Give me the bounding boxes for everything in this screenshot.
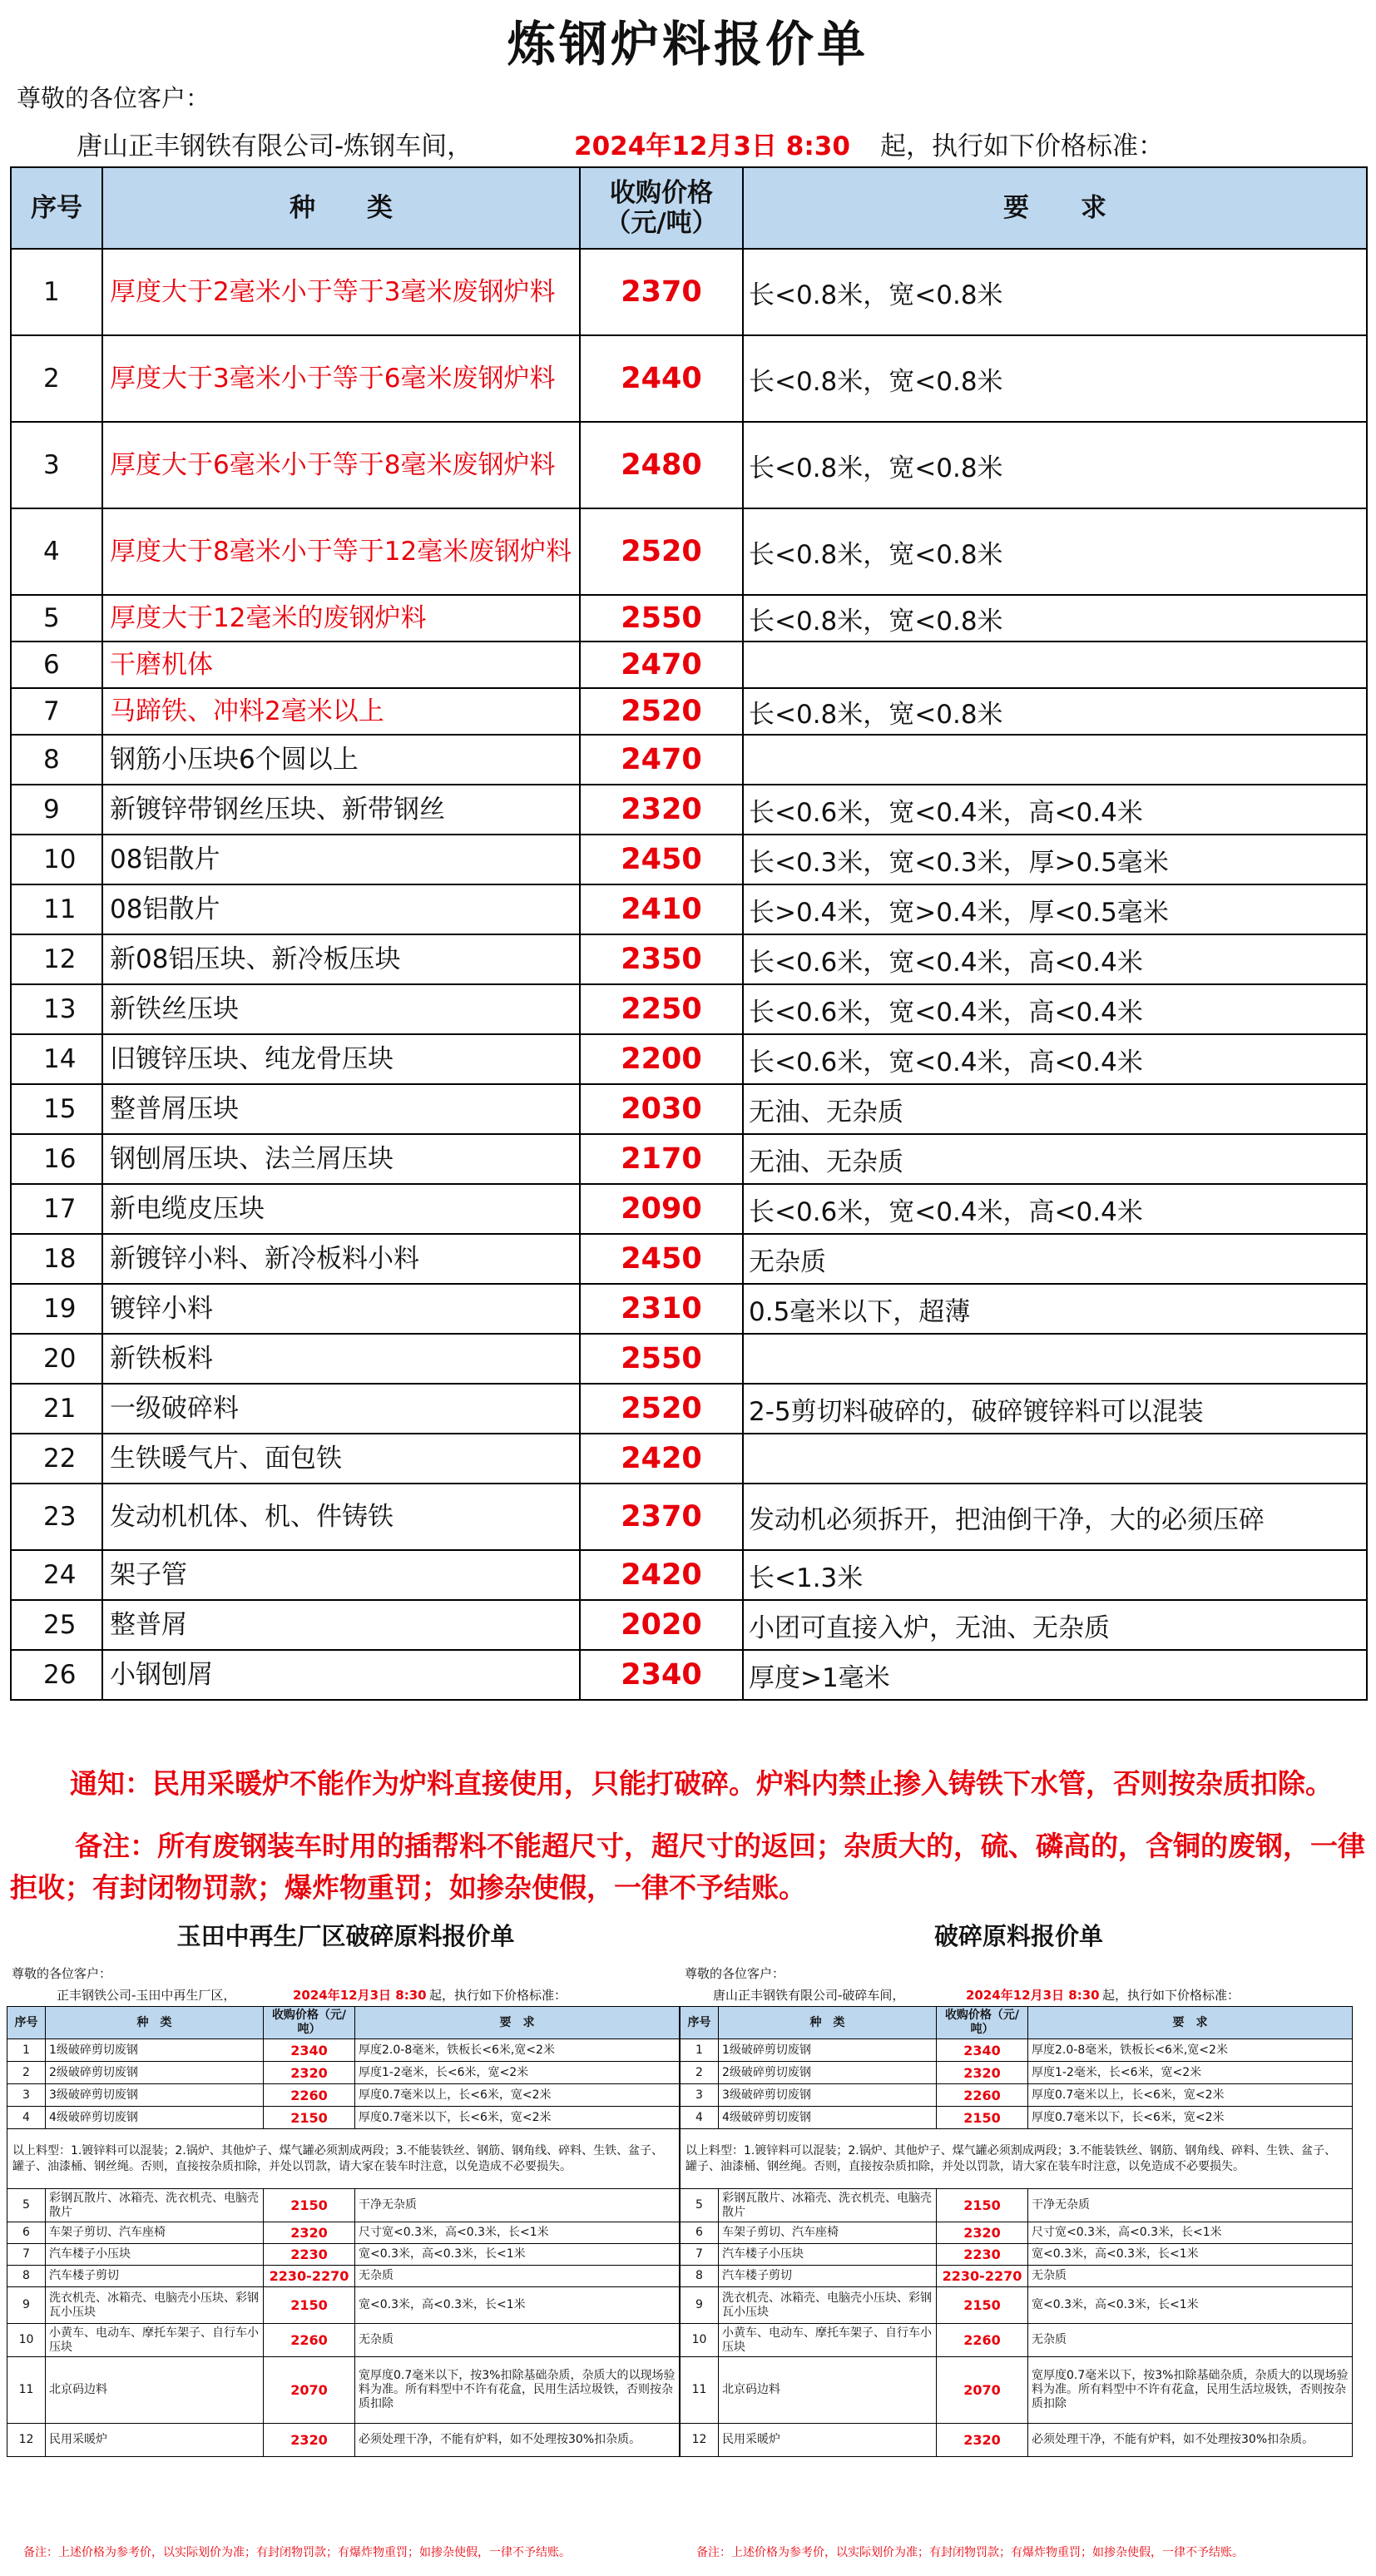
- sub-cell-name: 车架子剪切、汽车座椅: [719, 2222, 937, 2244]
- sub-cell-no: 9: [681, 2287, 719, 2324]
- sub-header-req: 要 求: [1028, 2007, 1353, 2039]
- sub-cell-no: 12: [7, 2424, 46, 2457]
- row-price: 2420: [580, 1550, 743, 1600]
- sub-cell-req: 厚度0.7毫米以上，长<6米，宽<2米: [355, 2084, 680, 2107]
- sub-cell-no: 12: [681, 2424, 719, 2457]
- row-price: 2470: [580, 735, 743, 785]
- sub-cell-no: 4: [681, 2107, 719, 2129]
- effective-suffix: 起，执行如下价格标准：: [880, 131, 1164, 161]
- table-row: [11, 1384, 1367, 1434]
- sub-header-row: [681, 2007, 1353, 2039]
- sub-cell-name: 洗衣机壳、冰箱壳、电脑壳小压块、彩钢瓦小压块: [719, 2287, 937, 2324]
- sub-cell-price: 2320: [937, 2062, 1028, 2084]
- sub-cell-price: 2070: [264, 2357, 355, 2424]
- sub-cell-no: 8: [7, 2266, 46, 2287]
- sub-cell-name: 2级破碎剪切废钢: [719, 2062, 937, 2084]
- row-type: 镀锌小料: [102, 1284, 580, 1334]
- sub-left-suffix: 起，执行如下价格标准：: [429, 1988, 567, 2003]
- sub-cell-price: 2230: [937, 2244, 1028, 2266]
- sub-cell-price: 2230-2270: [264, 2266, 355, 2287]
- row-type: 08铝散片: [102, 835, 580, 884]
- row-number: 15: [11, 1084, 102, 1134]
- company-name: 唐山正丰钢铁有限公司-炼钢车间，: [77, 131, 473, 161]
- row-requirement: 无杂质: [743, 1234, 1367, 1284]
- sub-header-no: 序号: [681, 2007, 719, 2039]
- row-requirement: 发动机必须拆开，把油倒干净，大的必须压碎: [743, 1484, 1367, 1550]
- sub-cell-no: 3: [681, 2084, 719, 2107]
- row-price: 2200: [580, 1034, 743, 1084]
- row-number: 14: [11, 1034, 102, 1084]
- row-price: 2520: [580, 688, 743, 735]
- sub-cell-req: 厚度1-2毫米，长<6米，宽<2米: [1028, 2062, 1353, 2084]
- row-price: 2250: [580, 984, 743, 1034]
- sub-sheet-left: [7, 1910, 685, 2567]
- sub-cell-req: 必须处理干净，不能有炉料，如不处理按30%扣杂质。: [1028, 2424, 1353, 2457]
- sub-cell-no: 8: [681, 2266, 719, 2287]
- sub-cell-price: 2150: [937, 2189, 1028, 2222]
- sub-cell-no: 11: [681, 2357, 719, 2424]
- table-row: [11, 335, 1367, 422]
- sub-cell-name: 3级破碎剪切废钢: [46, 2084, 264, 2107]
- table-row: [11, 508, 1367, 595]
- row-requirement: 长<0.6米，宽<0.4米，高<0.4米: [743, 1184, 1367, 1234]
- row-price: 2420: [580, 1434, 743, 1484]
- table-row: [11, 642, 1367, 688]
- row-price: 2090: [580, 1184, 743, 1234]
- sub-cell-price: 2320: [264, 2222, 355, 2244]
- row-type: 新镀锌小料、新冷板料小料: [102, 1234, 580, 1284]
- row-price: 2550: [580, 1334, 743, 1384]
- sub-cell-no: 11: [7, 2357, 46, 2424]
- sub-header-type: 种 类: [719, 2007, 937, 2039]
- row-requirement: 长<0.6米，宽<0.4米，高<0.4米: [743, 1034, 1367, 1084]
- row-number: 24: [11, 1550, 102, 1600]
- sub-table-row: [681, 2222, 1353, 2244]
- header-req: 要 求: [743, 167, 1367, 249]
- row-number: 3: [11, 422, 102, 508]
- row-type: 新电缆皮压块: [102, 1184, 580, 1234]
- sub-cell-no: 10: [681, 2324, 719, 2357]
- sub-table-row: [7, 2039, 680, 2062]
- header-type: 种 类: [102, 167, 580, 249]
- row-number: 11: [11, 884, 102, 934]
- row-type: 旧镀锌压块、纯龙骨压块: [102, 1034, 580, 1084]
- row-type: 厚度大于12毫米的废钢炉料: [102, 595, 580, 642]
- row-type: 钢刨屑压块、法兰屑压块: [102, 1134, 580, 1184]
- sub-cell-price: 2230: [264, 2244, 355, 2266]
- sub-cell-name: 小黄车、电动车、摩托车架子、自行车小压块: [46, 2324, 264, 2357]
- sub-cell-no: 6: [7, 2222, 46, 2244]
- sub-sheet-right: [680, 1910, 1358, 2567]
- sub-table-row: [681, 2357, 1353, 2424]
- row-number: 5: [11, 595, 102, 642]
- sub-cell-req: 厚度0.7毫米以上，长<6米，宽<2米: [1028, 2084, 1353, 2107]
- sub-table-row: [681, 2266, 1353, 2287]
- row-price: 2170: [580, 1134, 743, 1184]
- table-row: [11, 1484, 1367, 1550]
- row-number: 1: [11, 249, 102, 335]
- sub-right-remark: 备注：上述价格为参考价，以实际划价为准；有封闭物罚款；有爆炸物重罚；如掺杂使假，一律不予结账。: [696, 2546, 1244, 2559]
- row-number: 23: [11, 1484, 102, 1550]
- sub-cell-no: 7: [7, 2244, 46, 2266]
- table-row: [11, 1134, 1367, 1184]
- row-requirement: [743, 1334, 1367, 1384]
- greeting: 尊敬的各位客户：: [17, 84, 210, 112]
- sub-cell-price: 2320: [264, 2424, 355, 2457]
- row-number: 21: [11, 1384, 102, 1434]
- row-price: 2370: [580, 249, 743, 335]
- sub-cell-price: 2260: [264, 2324, 355, 2357]
- sub-left-date: 2024年12月3日 8:30: [293, 1988, 427, 2003]
- sub-cell-req: 厚度0.7毫米以下，长<6米，宽<2米: [1028, 2107, 1353, 2129]
- row-number: 9: [11, 785, 102, 835]
- sub-cell-no: 4: [7, 2107, 46, 2129]
- sub-table-row: [7, 2244, 680, 2266]
- table-row: [11, 835, 1367, 884]
- sub-note-row: [681, 2129, 1353, 2189]
- table-header-row: [11, 167, 1367, 249]
- row-number: 13: [11, 984, 102, 1034]
- sub-cell-name: 小黄车、电动车、摩托车架子、自行车小压块: [719, 2324, 937, 2357]
- sub-cell-name: 汽车楼子剪切: [46, 2266, 264, 2287]
- sub-cell-no: 1: [7, 2039, 46, 2062]
- sub-cell-name: 车架子剪切、汽车座椅: [46, 2222, 264, 2244]
- sub-table-row: [7, 2062, 680, 2084]
- row-type: 发动机机体、机、件铸铁: [102, 1484, 580, 1550]
- sub-cell-name: 民用采暖炉: [719, 2424, 937, 2457]
- table-row: [11, 785, 1367, 835]
- sub-cell-name: 4级破碎剪切废钢: [719, 2107, 937, 2129]
- row-requirement: 长<0.8米，宽<0.8米: [743, 688, 1367, 735]
- sub-cell-req: 厚度0.7毫米以下，长<6米，宽<2米: [355, 2107, 680, 2129]
- row-requirement: 长<0.8米，宽<0.8米: [743, 249, 1367, 335]
- sub-header-type: 种 类: [46, 2007, 264, 2039]
- sub-header-price: 收购价格（元/吨）: [937, 2007, 1028, 2039]
- table-row: [11, 1084, 1367, 1134]
- sub-cell-name: 洗衣机壳、冰箱壳、电脑壳小压块、彩钢瓦小压块: [46, 2287, 264, 2324]
- sub-table-row: [681, 2062, 1353, 2084]
- table-row: [11, 1434, 1367, 1484]
- sub-cell-price: 2320: [264, 2062, 355, 2084]
- sub-table-row: [7, 2324, 680, 2357]
- sub-table-row: [7, 2222, 680, 2244]
- sub-cell-no: 7: [681, 2244, 719, 2266]
- sub-cell-req: 必须处理干净，不能有炉料，如不处理按30%扣杂质。: [355, 2424, 680, 2457]
- sub-header-row: [7, 2007, 680, 2039]
- table-row: [11, 688, 1367, 735]
- sub-cell-price: 2150: [264, 2107, 355, 2129]
- sub-cell-no: 5: [7, 2189, 46, 2222]
- table-row: [11, 1600, 1367, 1650]
- table-row: [11, 884, 1367, 934]
- row-price: 2520: [580, 508, 743, 595]
- table-row: [11, 595, 1367, 642]
- sub-cell-req: 宽<0.3米，高<0.3米，长<1米: [1028, 2244, 1353, 2266]
- sub-header-no: 序号: [7, 2007, 46, 2039]
- row-requirement: 长<0.6米，宽<0.4米，高<0.4米: [743, 785, 1367, 835]
- page-title: 炼钢炉料报价单: [507, 16, 869, 72]
- row-requirement: 长<0.6米，宽<0.4米，高<0.4米: [743, 934, 1367, 984]
- row-requirement: 小团可直接入炉，无油、无杂质: [743, 1600, 1367, 1650]
- sub-table-row: [681, 2189, 1353, 2222]
- row-price: 2350: [580, 934, 743, 984]
- sub-cell-req: 无杂质: [355, 2324, 680, 2357]
- sub-cell-name: 民用采暖炉: [46, 2424, 264, 2457]
- sub-table-row: [7, 2266, 680, 2287]
- sub-cell-no: 1: [681, 2039, 719, 2062]
- row-requirement: [743, 642, 1367, 688]
- sub-cell-no: 5: [681, 2189, 719, 2222]
- sub-cell-price: 2320: [937, 2222, 1028, 2244]
- sub-cell-price: 2230-2270: [937, 2266, 1028, 2287]
- row-type: 架子管: [102, 1550, 580, 1600]
- sub-cell-name: 彩钢瓦散片、冰箱壳、洗衣机壳、电脑壳散片: [719, 2189, 937, 2222]
- sub-header-price: 收购价格（元/吨）: [264, 2007, 355, 2039]
- sub-cell-req: 无杂质: [355, 2266, 680, 2287]
- row-number: 19: [11, 1284, 102, 1334]
- table-row: [11, 984, 1367, 1034]
- sub-cell-price: 2340: [264, 2039, 355, 2062]
- sub-cell-req: 干净无杂质: [1028, 2189, 1353, 2222]
- row-requirement: 长<1.3米: [743, 1550, 1367, 1600]
- sub-cell-no: 10: [7, 2324, 46, 2357]
- sub-cell-price: 2150: [937, 2287, 1028, 2324]
- sub-table-row: [681, 2039, 1353, 2062]
- row-requirement: [743, 735, 1367, 785]
- sub-cell-req: 厚度2.0-8毫米，铁板长<6米,宽<2米: [355, 2039, 680, 2062]
- table-row: [11, 249, 1367, 335]
- sub-right-table: [680, 2006, 1353, 2457]
- row-price: 2440: [580, 335, 743, 422]
- row-price: 2310: [580, 1284, 743, 1334]
- sub-cell-price: 2320: [937, 2424, 1028, 2457]
- table-row: [11, 1334, 1367, 1384]
- row-price: 2410: [580, 884, 743, 934]
- row-type: 生铁暖气片、面包铁: [102, 1434, 580, 1484]
- sub-table-row: [681, 2107, 1353, 2129]
- row-number: 22: [11, 1434, 102, 1484]
- row-type: 整普屑: [102, 1600, 580, 1650]
- sub-cell-name: 北京码边料: [719, 2357, 937, 2424]
- sub-left-remark: 备注：上述价格为参考价，以实际划价为准；有封闭物罚款；有爆炸物重罚；如掺杂使假，一律不予结账。: [23, 2546, 571, 2559]
- row-type: 08铝散片: [102, 884, 580, 934]
- table-row: [11, 1184, 1367, 1234]
- sub-cell-req: 尺寸宽<0.3米，高<0.3米，长<1米: [355, 2222, 680, 2244]
- sub-cell-name: 汽车楼子剪切: [719, 2266, 937, 2287]
- row-requirement: 无油、无杂质: [743, 1134, 1367, 1184]
- sub-right-title: 破碎原料报价单: [933, 1922, 1103, 1950]
- row-price: 2550: [580, 595, 743, 642]
- row-requirement: [743, 1434, 1367, 1484]
- sub-cell-name: 彩钢瓦散片、冰箱壳、洗衣机壳、电脑壳散片: [46, 2189, 264, 2222]
- sub-left-greeting: 尊敬的各位客户：: [12, 1966, 112, 1981]
- row-requirement: 长>0.4米，宽>0.4米，厚<0.5毫米: [743, 884, 1367, 934]
- sub-cell-name: 2级破碎剪切废钢: [46, 2062, 264, 2084]
- sub-left-table: [7, 2006, 680, 2457]
- row-type: 新铁丝压块: [102, 984, 580, 1034]
- sub-cell-price: 2150: [937, 2107, 1028, 2129]
- row-type: 厚度大于6毫米小于等于8毫米废钢炉料: [102, 422, 580, 508]
- sub-cell-req: 干净无杂质: [355, 2189, 680, 2222]
- sub-cell-req: 宽厚度0.7毫米以下，按3%扣除基础杂质，杂质大的以现场验料为准。所有料型中不许有花盒，民用生活垃圾铁，否则按杂质扣除: [1028, 2357, 1353, 2424]
- row-number: 26: [11, 1650, 102, 1700]
- row-type: 马蹄铁、冲料2毫米以上: [102, 688, 580, 735]
- row-requirement: 长<0.8米，宽<0.8米: [743, 422, 1367, 508]
- price-table-body: [11, 249, 1367, 1700]
- sub-cell-price: 2150: [264, 2189, 355, 2222]
- sub-cell-price: 2070: [937, 2357, 1028, 2424]
- sub-cell-name: 3级破碎剪切废钢: [719, 2084, 937, 2107]
- sub-cell-no: 9: [7, 2287, 46, 2324]
- row-price: 2450: [580, 835, 743, 884]
- row-price: 2030: [580, 1084, 743, 1134]
- row-price: 2020: [580, 1600, 743, 1650]
- sub-cell-name: 汽车楼子小压块: [719, 2244, 937, 2266]
- row-price: 2470: [580, 642, 743, 688]
- row-price: 2320: [580, 785, 743, 835]
- table-row: [11, 1034, 1367, 1084]
- row-requirement: 厚度>1毫米: [743, 1650, 1367, 1700]
- row-type: 一级破碎料: [102, 1384, 580, 1434]
- sub-cell-req: 厚度2.0-8毫米，铁板长<6米,宽<2米: [1028, 2039, 1353, 2062]
- sub-cell-price: 2260: [937, 2324, 1028, 2357]
- row-number: 4: [11, 508, 102, 595]
- sub-cell-req: 厚度1-2毫米，长<6米，宽<2米: [355, 2062, 680, 2084]
- sub-cell-no: 6: [681, 2222, 719, 2244]
- table-row: [11, 422, 1367, 508]
- notice-text: 通知：民用采暖炉不能作为炉料直接使用，只能打破碎。炉料内禁止掺入铸铁下水管，否则按杂质扣除。: [70, 1767, 1333, 1800]
- sub-cell-req: 宽<0.3米，高<0.3米，长<1米: [355, 2244, 680, 2266]
- table-row: [11, 1284, 1367, 1334]
- sub-right-greeting: 尊敬的各位客户：: [685, 1966, 785, 1981]
- sub-right-suffix: 起，执行如下价格标准：: [1102, 1988, 1240, 2003]
- row-requirement: 2-5剪切料破碎的，破碎镀锌料可以混装: [743, 1384, 1367, 1434]
- row-number: 25: [11, 1600, 102, 1650]
- remark-text: 备注：所有废钢装车时用的插帮料不能超尺寸，超尺寸的返回；杂质大的，硫、磷高的，含铜的废钢，一律拒收；有封闭物罚款；爆炸物重罚；如掺杂使假，一律不予结账。: [10, 1830, 1365, 1904]
- row-number: 7: [11, 688, 102, 735]
- sub-cell-name: 1级破碎剪切废钢: [719, 2039, 937, 2062]
- sub-cell-req: 宽<0.3米，高<0.3米，长<1米: [1028, 2287, 1353, 2324]
- sub-cell-price: 2260: [264, 2084, 355, 2107]
- sub-cell-price: 2260: [937, 2084, 1028, 2107]
- sub-left-company: 正丰钢铁公司-玉田中再生厂区，: [57, 1988, 236, 2003]
- sub-cell-name: 1级破碎剪切废钢: [46, 2039, 264, 2062]
- sub-cell-no: 2: [7, 2062, 46, 2084]
- sub-cell-no: 2: [681, 2062, 719, 2084]
- row-type: 新镀锌带钢丝压块、新带钢丝: [102, 785, 580, 835]
- row-number: 20: [11, 1334, 102, 1384]
- sub-header-req: 要 求: [355, 2007, 680, 2039]
- row-requirement: 长<0.8米，宽<0.8米: [743, 595, 1367, 642]
- row-type: 厚度大于3毫米小于等于6毫米废钢炉料: [102, 335, 580, 422]
- row-type: 小钢刨屑: [102, 1650, 580, 1700]
- sub-cell-name: 4级破碎剪切废钢: [46, 2107, 264, 2129]
- sub-cell-req: 无杂质: [1028, 2266, 1353, 2287]
- row-type: 新08铝压块、新冷板压块: [102, 934, 580, 984]
- sub-table-row: [7, 2287, 680, 2324]
- sub-cell-req: 宽<0.3米，高<0.3米，长<1米: [355, 2287, 680, 2324]
- row-number: 6: [11, 642, 102, 688]
- sub-table-row: [681, 2244, 1353, 2266]
- sub-table-row: [7, 2424, 680, 2457]
- sub-cell-no: 3: [7, 2084, 46, 2107]
- row-requirement: 长<0.8米，宽<0.8米: [743, 508, 1367, 595]
- sub-table-row: [681, 2324, 1353, 2357]
- table-row: [11, 1550, 1367, 1600]
- price-table: [10, 166, 1368, 1701]
- row-number: 18: [11, 1234, 102, 1284]
- row-number: 16: [11, 1134, 102, 1184]
- sub-table-row: [681, 2084, 1353, 2107]
- row-type: 钢筋小压块6个圆以上: [102, 735, 580, 785]
- table-row: [11, 735, 1367, 785]
- row-type: 干磨机体: [102, 642, 580, 688]
- row-number: 8: [11, 735, 102, 785]
- row-number: 10: [11, 835, 102, 884]
- row-number: 17: [11, 1184, 102, 1234]
- header-no: 序号: [11, 167, 102, 249]
- header-price: 收购价格（元/吨）: [580, 167, 743, 249]
- sub-table-row: [681, 2424, 1353, 2457]
- row-price: 2370: [580, 1484, 743, 1550]
- row-type: 新铁板料: [102, 1334, 580, 1384]
- row-type: 整普屑压块: [102, 1084, 580, 1134]
- sub-cell-price: 2150: [264, 2287, 355, 2324]
- row-requirement: 长<0.3米，宽<0.3米，厚>0.5毫米: [743, 835, 1367, 884]
- sub-cell-req: 尺寸宽<0.3米，高<0.3米，长<1米: [1028, 2222, 1353, 2244]
- sub-cell-price: 2340: [937, 2039, 1028, 2062]
- table-row: [11, 1650, 1367, 1700]
- row-requirement: 长<0.8米，宽<0.8米: [743, 335, 1367, 422]
- sub-note: 以上料型：1.镀锌料可以混装；2.锅炉、其他炉子、煤气罐必须割成两段；3.不能装铁丝、钢筋、钢角线、碎料、生铁、盆子、罐子、油漆桶、钢丝绳。否则，直接按杂质扣除，并处以罚款，请大家在装车时注意，以免造成不必要损失。: [681, 2129, 1353, 2189]
- row-number: 2: [11, 335, 102, 422]
- row-requirement: 0.5毫米以下，超薄: [743, 1284, 1367, 1334]
- table-row: [11, 934, 1367, 984]
- sub-cell-name: 汽车楼子小压块: [46, 2244, 264, 2266]
- sub-right-date: 2024年12月3日 8:30: [966, 1988, 1100, 2003]
- sub-cell-req: 无杂质: [1028, 2324, 1353, 2357]
- table-row: [11, 1234, 1367, 1284]
- sub-cell-req: 宽厚度0.7毫米以下，按3%扣除基础杂质，杂质大的以现场验料为准。所有料型中不许有花盒，民用生活垃圾铁，否则按杂质扣除: [355, 2357, 680, 2424]
- row-requirement: 无油、无杂质: [743, 1084, 1367, 1134]
- row-price: 2480: [580, 422, 743, 508]
- effective-date: 2024年12月3日 8:30: [574, 131, 850, 161]
- row-type: 厚度大于2毫米小于等于3毫米废钢炉料: [102, 249, 580, 335]
- sub-cell-name: 北京码边料: [46, 2357, 264, 2424]
- sub-note-row: [7, 2129, 680, 2189]
- sub-table-row: [681, 2287, 1353, 2324]
- sub-table-row: [7, 2107, 680, 2129]
- sub-left-title: 玉田中再生厂区破碎原料报价单: [176, 1922, 515, 1950]
- row-number: 12: [11, 934, 102, 984]
- row-price: 2450: [580, 1234, 743, 1284]
- sub-note: 以上料型：1.镀锌料可以混装；2.锅炉、其他炉子、煤气罐必须割成两段；3.不能装铁丝、钢筋、钢角线、碎料、生铁、盆子、罐子、油漆桶、钢丝绳。否则，直接按杂质扣除，并处以罚款，请大家在装车时注意，以免造成不必要损失。: [7, 2129, 680, 2189]
- row-price: 2520: [580, 1384, 743, 1434]
- row-price: 2340: [580, 1650, 743, 1700]
- row-type: 厚度大于8毫米小于等于12毫米废钢炉料: [102, 508, 580, 595]
- sub-right-company: 唐山正丰钢铁有限公司-破碎车间，: [713, 1988, 905, 2003]
- row-requirement: 长<0.6米，宽<0.4米，高<0.4米: [743, 984, 1367, 1034]
- sub-table-row: [7, 2084, 680, 2107]
- sub-table-row: [7, 2357, 680, 2424]
- sub-table-row: [7, 2189, 680, 2222]
